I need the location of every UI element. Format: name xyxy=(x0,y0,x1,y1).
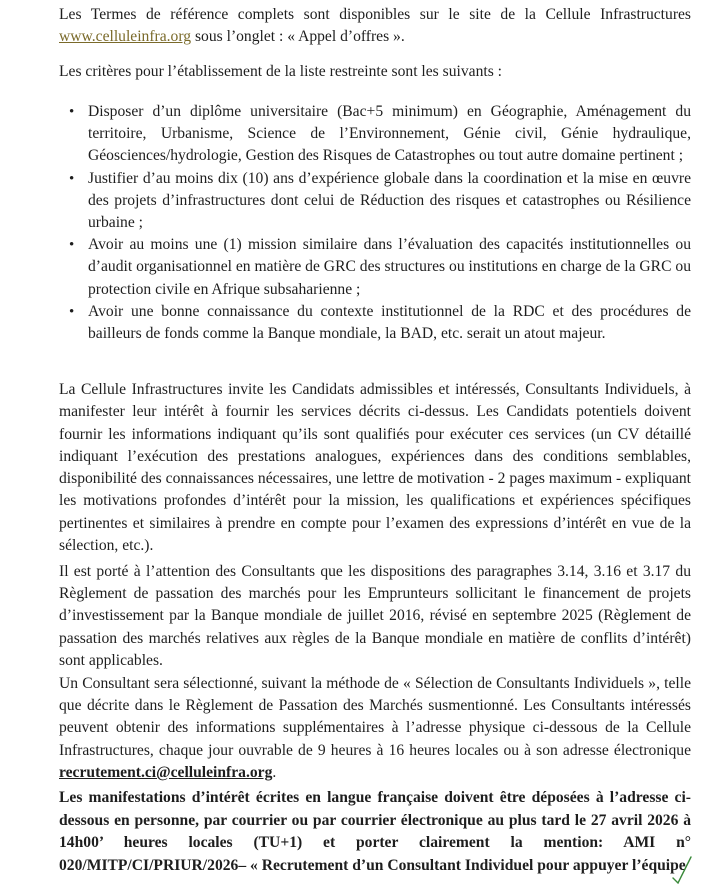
website-link[interactable]: www.celluleinfra.org xyxy=(59,28,192,46)
terms-text-before: Les Termes de référence complets sont disponibles sur le site de la Cellule Infrastructures xyxy=(59,6,691,23)
selection-text-after: . xyxy=(272,763,277,781)
criteria-item-text: Disposer d’un diplôme universitaire (Bac+5 minimum) en Géographie, Aménagement du territoire, Urbanisme, Science de l’Environnement, Génie civil, Génie hydraulique, Géosciences/hydrologie, Gestion des Risques de Catastrophes ou tout autre domaine pertinent ; xyxy=(88,103,691,165)
criteria-item xyxy=(59,168,691,235)
criteria-item xyxy=(59,101,691,168)
paragraph-selection-method xyxy=(59,673,691,784)
paragraph-terms-of-reference xyxy=(59,4,691,48)
paragraph-invitation: La Cellule Infrastructures invite les Candidats admissibles et intéressés, Consultants Individuels, à manifester leur intérêt à fournir les services décrits ci-dessus. Les Candidats potentiels doivent fournir les informations indiquant qu’ils sont qualifiés pour exécuter ces services (un CV détaillé indiquant l’exécution des prestations analogues, expériences dans des conditions semblables, disponibilité des connaissances nécessaires, une lettre de motivation - 2 pages maximum - expliquant les motivations profondes d’intérêt pour la mission, les qualifications et expériences spécifiques pertinentes et similaires à prendre en compte pour l’examen des expressions d’intérêt en vue de la sélection, etc.). xyxy=(59,381,691,555)
bullet-icon: • xyxy=(69,303,75,320)
criteria-item-text: Justifier d’au moins dix (10) ans d’expérience globale dans la coordination et la mise en œuvre des projets d’infrastructures dont celui de Réduction des risques et catastrophes ou Résilience urbaine ; xyxy=(88,169,691,232)
paragraph-submission-deadline: Les manifestations d’intérêt écrites en langue française doivent être déposées à l’adresse ci-dessous en personne, par courrier ou par courrier électronique au plus tard le 27 avril 2026 à 14h00’ heures locales (TU+1) et porter clairement la mention: AMI n° 020/MITP/CI/PRIUR/2026– « Recrutement d’un Consultant Individuel pour appuyer l’équipe xyxy=(59,789,691,874)
email-link[interactable]: recrutement.ci@celluleinfra.org xyxy=(59,763,273,781)
terms-text-after: sous l’onglet : « Appel d’offres ». xyxy=(191,28,405,46)
criteria-item-text: Avoir une bonne connaissance du contexte institutionnel de la RDC et des procédures de bailleurs de fonds comme la Banque mondiale, la BAD, etc. serait un atout majeur. xyxy=(88,302,691,343)
paragraph-procurement-rules: Il est porté à l’attention des Consultants que les dispositions des paragraphes 3.14, 3.16 et 3.17 du Règlement de passation des marchés pour les Emprunteurs sollicitant le financement de projets d’investissement par la Banque mondiale de juillet 2016, révisé en septembre 2025 (Règlement de passation des marchés relatives aux règles de la Banque mondiale en matière de conflits d’intérêt) sont applicables. xyxy=(59,563,691,669)
criteria-item-text: Avoir au moins une (1) mission similaire dans l’évaluation des capacités institutionnelles ou d’audit organisationnel en matière de GRC des structures ou institutions en charge de la GRC ou protection civile en Afrique subsaharienne ; xyxy=(88,236,691,298)
paragraph-criteria-intro: Les critères pour l’établissement de la liste restreinte sont les suivants : xyxy=(59,63,502,80)
bullet-icon: • xyxy=(69,170,75,187)
handwritten-check-mark-icon xyxy=(672,856,692,884)
criteria-item xyxy=(59,301,691,345)
criteria-item xyxy=(59,234,691,301)
bullet-icon: • xyxy=(69,104,75,120)
bullet-icon: • xyxy=(69,237,75,254)
criteria-list xyxy=(59,101,691,345)
selection-text-before: Un Consultant sera sélectionné, suivant la méthode de « Sélection de Consultants Individuels », telle que décrite dans le Règlement de Passation des Marchés susmentionné. Les Consultants intéressés peuvent obtenir des informations supplémentaires à l’adresse physique ci-dessous de la Cellule Infrastructures, chaque jour ouvrable de 9 heures à 16 heures locales ou à son adresse électronique xyxy=(59,675,691,759)
